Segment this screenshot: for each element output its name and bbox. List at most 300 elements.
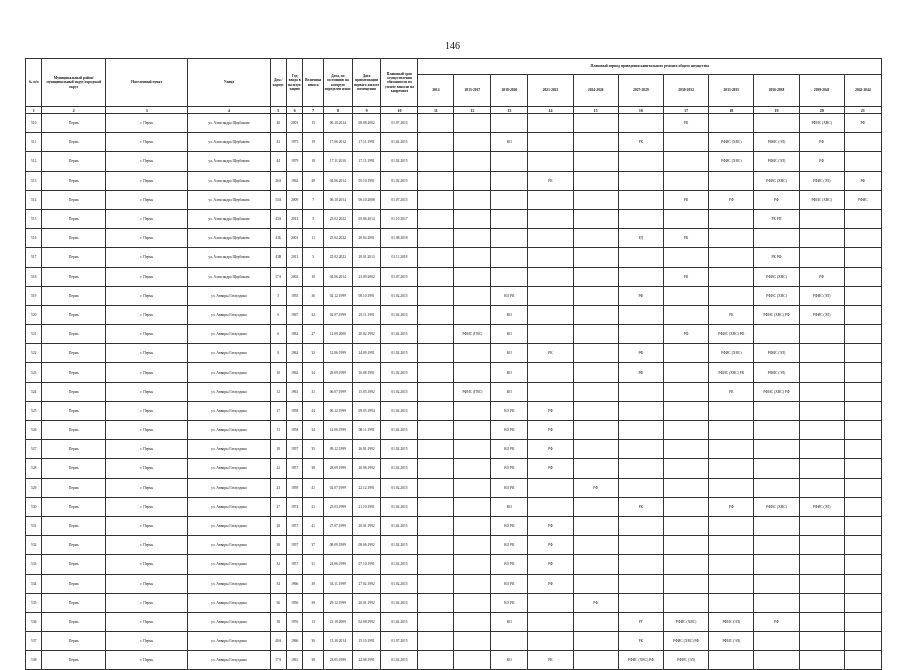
repair-period-cell (799, 248, 844, 267)
repair-period-cell (618, 267, 663, 286)
repair-period-cell (418, 325, 454, 344)
deadline-cell: 01.02.2015 (381, 344, 418, 363)
deadline-cell: 01.07.2015 (381, 190, 418, 209)
row-number: 538 (26, 651, 42, 670)
header-settlement: Населенный пункт (106, 59, 188, 107)
repair-period-cell: РК (528, 171, 573, 190)
repair-period-cell: РФИС (ХВС) (709, 344, 754, 363)
repair-period-cell (573, 555, 618, 574)
repair-period-cell (663, 440, 708, 459)
date-wear-cell: 21.10.2009 (323, 612, 352, 631)
repair-period-cell (799, 612, 844, 631)
deadline-cell: 01.02.2015 (381, 478, 418, 497)
wear-cell: 32 (303, 305, 324, 324)
deadline-cell: 01.02.2015 (381, 612, 418, 631)
date-privatization-cell: 17.11.1991 (352, 152, 381, 171)
street-cell: ул. Аввиры Гатаулдина (188, 344, 270, 363)
repair-period-cell (618, 440, 663, 459)
repair-period-cell (709, 574, 754, 593)
municipality-cell: Пермь (42, 459, 106, 478)
header-deadline: Плановый срок осуществления обязанности по уплате взносов на капремонт (381, 59, 418, 107)
date-wear-cell: 06.07.1999 (323, 382, 352, 401)
settlement-cell: г. Пермь (106, 612, 188, 631)
deadline-cell: 01.11.2018 (381, 248, 418, 267)
header-column-number: 17 (663, 107, 708, 114)
street-cell: ул. Александра Щербакова (188, 248, 270, 267)
repair-period-cell (454, 612, 491, 631)
repair-period-cell: КО РК (491, 401, 528, 420)
table-row (26, 459, 882, 478)
wear-cell: 38 (303, 651, 324, 670)
repair-period-cell (844, 497, 881, 516)
date-privatization-cell: 23.09.2002 (352, 267, 381, 286)
header-street: Улица (188, 59, 270, 107)
repair-period-cell (528, 114, 573, 133)
settlement-cell: г. Пермь (106, 286, 188, 305)
repair-period-cell (528, 612, 573, 631)
deadline-cell: 01.02.2015 (381, 363, 418, 382)
date-wear-cell: 14.06.1999 (323, 421, 352, 440)
repair-period-cell (709, 267, 754, 286)
date-wear-cell: 17.11.2010 (323, 152, 352, 171)
repair-period-cell (573, 401, 618, 420)
repair-period-cell (709, 536, 754, 555)
repair-period-cell (799, 363, 844, 382)
settlement-cell: г. Пермь (106, 152, 188, 171)
repair-period-cell (454, 574, 491, 593)
header-period: 2027-2029 (618, 75, 663, 107)
repair-period-cell: РФИС (ЭЛ) (754, 363, 799, 382)
repair-period-cell: РФИС (ХВС) РК (709, 363, 754, 382)
repair-period-cell (709, 440, 754, 459)
repair-period-cell (799, 555, 844, 574)
table-row (26, 440, 882, 459)
house-cell: 5 (270, 286, 286, 305)
table-row (26, 305, 882, 324)
repair-period-cell (573, 536, 618, 555)
municipality-cell: Пермь (42, 114, 106, 133)
repair-period-cell (573, 209, 618, 228)
settlement-cell: г. Пермь (106, 133, 188, 152)
date-privatization-cell: 06.10.2008 (352, 190, 381, 209)
repair-period-cell (418, 574, 454, 593)
settlement-cell: г. Пермь (106, 344, 188, 363)
repair-period-cell (418, 286, 454, 305)
settlement-cell: г. Пермь (106, 555, 188, 574)
wear-cell: 41 (303, 478, 324, 497)
repair-period-cell (709, 593, 754, 612)
repair-period-cell (709, 114, 754, 133)
repair-period-cell (754, 440, 799, 459)
repair-period-cell (754, 421, 799, 440)
header-column-number: 16 (618, 107, 663, 114)
repair-period-cell (491, 267, 528, 286)
repair-period-cell (573, 382, 618, 401)
year-cell: 2001 (286, 114, 302, 133)
repair-period-cell (418, 190, 454, 209)
deadline-cell: 01.02.2015 (381, 593, 418, 612)
repair-period-cell: РФ (618, 286, 663, 305)
repair-period-cell (491, 114, 528, 133)
repair-period-cell (618, 152, 663, 171)
date-privatization-cell: 08.06.1992 (352, 536, 381, 555)
table-row (26, 632, 882, 651)
municipality-cell: Пермь (42, 574, 106, 593)
header-period: 2033-2035 (709, 75, 754, 107)
municipality-cell: Пермь (42, 651, 106, 670)
house-cell: 27 (270, 497, 286, 516)
repair-period-cell: РФ (528, 574, 573, 593)
repair-period-cell (573, 574, 618, 593)
repair-period-cell (709, 555, 754, 574)
deadline-cell: 01.02.2015 (381, 459, 418, 478)
date-wear-cell: 25.02.2022 (323, 209, 352, 228)
repair-period-cell: РК (663, 190, 708, 209)
repair-period-cell (844, 516, 881, 535)
table-row (26, 401, 882, 420)
repair-period-cell: РФИС (ЭЛ) (799, 497, 844, 516)
municipality-cell: Пермь (42, 248, 106, 267)
repair-period-cell: РК (618, 632, 663, 651)
deadline-cell: 01.02.2015 (381, 305, 418, 324)
repair-period-cell: КО РК (491, 459, 528, 478)
repair-period-cell (418, 229, 454, 248)
repair-period-cell (528, 248, 573, 267)
street-cell: ул. Александра Щербакова (188, 209, 270, 228)
date-wear-cell: 25.03.1999 (323, 497, 352, 516)
repair-period-cell (454, 421, 491, 440)
row-number: 518 (26, 267, 42, 286)
deadline-cell: 01.02.2015 (381, 286, 418, 305)
repair-period-cell: РФ (528, 421, 573, 440)
wear-cell: 31 (303, 382, 324, 401)
wear-cell: 36 (303, 286, 324, 305)
table-body (26, 114, 882, 670)
house-cell: 44 (270, 152, 286, 171)
repair-period-cell: РФИС (ЭЛ) (799, 286, 844, 305)
repair-period-cell: КО (491, 612, 528, 631)
repair-period-cell (799, 401, 844, 420)
repair-period-cell (844, 209, 881, 228)
date-privatization-cell: 02.08.1992 (352, 612, 381, 631)
repair-period-cell (528, 305, 573, 324)
repair-period-cell (844, 593, 881, 612)
repair-period-cell (573, 344, 618, 363)
repair-period-cell (663, 574, 708, 593)
repair-period-cell: РФИС (ХВС) (709, 133, 754, 152)
settlement-cell: г. Пермь (106, 325, 188, 344)
date-privatization-cell: 07.10.1991 (352, 555, 381, 574)
deadline-cell: 01.08.2018 (381, 229, 418, 248)
repair-period-cell (754, 574, 799, 593)
repair-period-cell (454, 651, 491, 670)
repair-period-cell (528, 382, 573, 401)
date-privatization-cell: 27.02.1992 (352, 574, 381, 593)
repair-period-cell: РК (618, 133, 663, 152)
settlement-cell: г. Пермь (106, 363, 188, 382)
settlement-cell: г. Пермь (106, 440, 188, 459)
repair-period-cell (754, 632, 799, 651)
repair-period-cell: РФИС (ЭЛ) (754, 133, 799, 152)
header-column-number: 3 (106, 107, 188, 114)
date-privatization-cell: 20.01.1992 (352, 593, 381, 612)
repair-period-cell: РФИС (ХВС) РФ (754, 305, 799, 324)
house-cell: 38 (270, 612, 286, 631)
repair-period-cell (844, 248, 881, 267)
wear-cell: 30 (303, 632, 324, 651)
repair-period-cell (418, 248, 454, 267)
repair-period-cell (799, 632, 844, 651)
date-wear-cell: 08.09.1999 (323, 536, 352, 555)
repair-period-cell (754, 651, 799, 670)
repair-period-cell (844, 574, 881, 593)
repair-period-cell (799, 536, 844, 555)
repair-period-cell (663, 478, 708, 497)
repair-period-cell (618, 248, 663, 267)
deadline-cell: 01.02.2015 (381, 152, 418, 171)
street-cell: ул. Аввиры Гатаулдина (188, 612, 270, 631)
repair-period-cell: РФИС (ХВС) (799, 114, 844, 133)
house-cell: 43 (270, 133, 286, 152)
repair-period-cell (618, 593, 663, 612)
wear-cell: 32 (303, 344, 324, 363)
year-cell: 1979 (286, 152, 302, 171)
repair-period-cell (528, 209, 573, 228)
header-period: 2014 (418, 75, 454, 107)
repair-period-cell (709, 229, 754, 248)
repair-period-cell (754, 459, 799, 478)
row-number: 536 (26, 612, 42, 631)
house-cell: 8 (270, 344, 286, 363)
street-cell: ул. Аввиры Гатаулдина (188, 536, 270, 555)
row-number: 527 (26, 440, 42, 459)
wear-cell: 19 (303, 133, 324, 152)
repair-period-cell (844, 612, 881, 631)
repair-period-cell: РФ (573, 593, 618, 612)
repair-period-cell (754, 325, 799, 344)
repair-period-cell (663, 305, 708, 324)
settlement-cell: г. Пермь (106, 651, 188, 670)
settlement-cell: г. Пермь (106, 421, 188, 440)
repair-period-cell (618, 114, 663, 133)
header-column-number: 2 (42, 107, 106, 114)
repair-period-cell (844, 325, 881, 344)
deadline-cell: 01.02.2015 (381, 497, 418, 516)
header-column-number: 9 (352, 107, 381, 114)
deadline-cell: 01.02.2015 (381, 401, 418, 420)
street-cell: ул. Александра Щербакова (188, 114, 270, 133)
header-column-number: 19 (754, 107, 799, 114)
repair-period-cell (799, 574, 844, 593)
repair-period-cell: КО (491, 344, 528, 363)
year-cell: 2013 (286, 248, 302, 267)
street-cell: ул. Александра Щербакова (188, 267, 270, 286)
repair-period-cell (754, 555, 799, 574)
municipality-cell: Пермь (42, 152, 106, 171)
year-cell: 1967 (286, 305, 302, 324)
repair-period-cell (799, 516, 844, 535)
street-cell: ул. Аввиры Гатаулдина (188, 382, 270, 401)
repair-period-cell: РФ (754, 190, 799, 209)
row-number: 530 (26, 497, 42, 516)
repair-period-cell: РФИС (ХВС) (663, 612, 708, 631)
repair-period-cell: РФИС (ЭЛ) (799, 305, 844, 324)
header-column-number: 4 (188, 107, 270, 114)
repair-period-cell: РФ (799, 267, 844, 286)
repair-period-cell (454, 229, 491, 248)
repair-period-cell (799, 229, 844, 248)
year-cell: 1957 (286, 536, 302, 555)
repair-period-cell (663, 344, 708, 363)
date-privatization-cell: 22.08.1991 (352, 651, 381, 670)
repair-period-cell: РФ (528, 555, 573, 574)
house-cell: 43В (270, 248, 286, 267)
wear-cell: 39 (303, 593, 324, 612)
date-wear-cell: 04.06.2014 (323, 171, 352, 190)
table-row (26, 114, 882, 133)
settlement-cell: г. Пермь (106, 459, 188, 478)
repair-period-cell (573, 516, 618, 535)
date-wear-cell: 17.06.2012 (323, 133, 352, 152)
repair-period-cell (528, 152, 573, 171)
repair-period-cell (418, 632, 454, 651)
repair-period-cell (573, 133, 618, 152)
repair-period-cell (573, 114, 618, 133)
table-row (26, 248, 882, 267)
settlement-cell: г. Пермь (106, 382, 188, 401)
year-cell: 1959 (286, 478, 302, 497)
date-wear-cell: 02.07.1999 (323, 478, 352, 497)
repair-period-cell (618, 536, 663, 555)
header-period: 2018-2020 (491, 75, 528, 107)
municipality-cell: Пермь (42, 612, 106, 631)
street-cell: ул. Аввиры Гатаулдина (188, 478, 270, 497)
row-number: 515 (26, 209, 42, 228)
deadline-cell: 01.07.2015 (381, 267, 418, 286)
repair-period-cell (454, 536, 491, 555)
street-cell: ул. Аввиры Гатаулдина (188, 497, 270, 516)
date-wear-cell: 12.06.1999 (323, 344, 352, 363)
repair-period-cell (573, 171, 618, 190)
repair-period-cell: КО (491, 305, 528, 324)
repair-period-cell (618, 305, 663, 324)
settlement-cell: г. Пермь (106, 401, 188, 420)
repair-period-cell: РК (528, 651, 573, 670)
repair-period-cell: РФ (844, 171, 881, 190)
repair-period-cell (844, 555, 881, 574)
year-cell: 2002 (286, 267, 302, 286)
municipality-cell: Пермь (42, 305, 106, 324)
repair-period-cell: РФИС (ХВС) РФ (663, 632, 708, 651)
settlement-cell: г. Пермь (106, 248, 188, 267)
repair-period-cell (491, 632, 528, 651)
repair-period-cell: КО РК (491, 478, 528, 497)
repair-period-cell (573, 152, 618, 171)
repair-period-cell (454, 401, 491, 420)
repair-period-cell (528, 593, 573, 612)
table-row (26, 325, 882, 344)
repair-period-cell (418, 305, 454, 324)
repair-period-cell: КО РК (491, 421, 528, 440)
repair-period-cell (754, 516, 799, 535)
repair-period-cell: РФ (663, 325, 708, 344)
settlement-cell: г. Пермь (106, 190, 188, 209)
year-cell: 1957 (286, 516, 302, 535)
wear-cell: 7 (303, 190, 324, 209)
row-number: 525 (26, 401, 42, 420)
repair-period-cell (573, 248, 618, 267)
header-column-number: 10 (381, 107, 418, 114)
header-column-number: 1 (26, 107, 42, 114)
repair-period-cell: РФ (528, 516, 573, 535)
repair-period-cell (844, 286, 881, 305)
repair-period-cell: КО (491, 382, 528, 401)
repair-period-cell: КО РК (491, 593, 528, 612)
header-column-number: 5 (270, 107, 286, 114)
street-cell: ул. Аввиры Гатаулдина (188, 421, 270, 440)
wear-cell: 21 (303, 497, 324, 516)
repair-period-cell: РК (709, 305, 754, 324)
deadline-cell: 01.02.2015 (381, 171, 418, 190)
repair-period-cell (418, 459, 454, 478)
repair-period-cell: РФИС (ХВС) (754, 171, 799, 190)
header-number-row (26, 107, 882, 114)
settlement-cell: г. Пермь (106, 478, 188, 497)
date-privatization-cell: 20.01.1992 (352, 516, 381, 535)
table-row (26, 555, 882, 574)
header-row-top (26, 59, 882, 75)
date-wear-cell: 23.05.1999 (323, 651, 352, 670)
repair-period-cell (573, 190, 618, 209)
repair-period-cell (418, 401, 454, 420)
year-cell: 1962 (286, 325, 302, 344)
year-cell: 1966 (286, 632, 302, 651)
wear-cell: 5 (303, 248, 324, 267)
row-number: 510 (26, 114, 42, 133)
wear-cell: 28 (303, 171, 324, 190)
wear-cell: 39 (303, 574, 324, 593)
repair-period-cell: РФ (799, 133, 844, 152)
repair-period-cell (618, 421, 663, 440)
deadline-cell: 01.02.2015 (381, 536, 418, 555)
street-cell: ул. Аввиры Гатаулдина (188, 555, 270, 574)
repair-period-cell: РФ (528, 401, 573, 420)
repair-period-cell (454, 478, 491, 497)
repair-period-cell (709, 421, 754, 440)
header-column-number: 18 (709, 107, 754, 114)
row-number: 534 (26, 574, 42, 593)
house-cell: 22 (270, 459, 286, 478)
municipality-cell: Пермь (42, 286, 106, 305)
repair-period-cell (663, 133, 708, 152)
wear-cell: 10 (303, 267, 324, 286)
date-wear-cell: 04.11.1999 (323, 574, 352, 593)
settlement-cell: г. Пермь (106, 593, 188, 612)
repair-period-cell (618, 209, 663, 228)
repair-period-cell (844, 305, 881, 324)
repair-period-cell (663, 209, 708, 228)
repair-period-cell (418, 114, 454, 133)
repair-period-cell (663, 536, 708, 555)
table-row (26, 344, 882, 363)
wear-cell: 13 (303, 612, 324, 631)
repair-period-cell (799, 421, 844, 440)
repair-period-cell (528, 229, 573, 248)
repair-period-cell: РГ (618, 612, 663, 631)
repair-period-cell (618, 478, 663, 497)
wear-cell: 18 (303, 152, 324, 171)
house-cell: 17 (270, 401, 286, 420)
